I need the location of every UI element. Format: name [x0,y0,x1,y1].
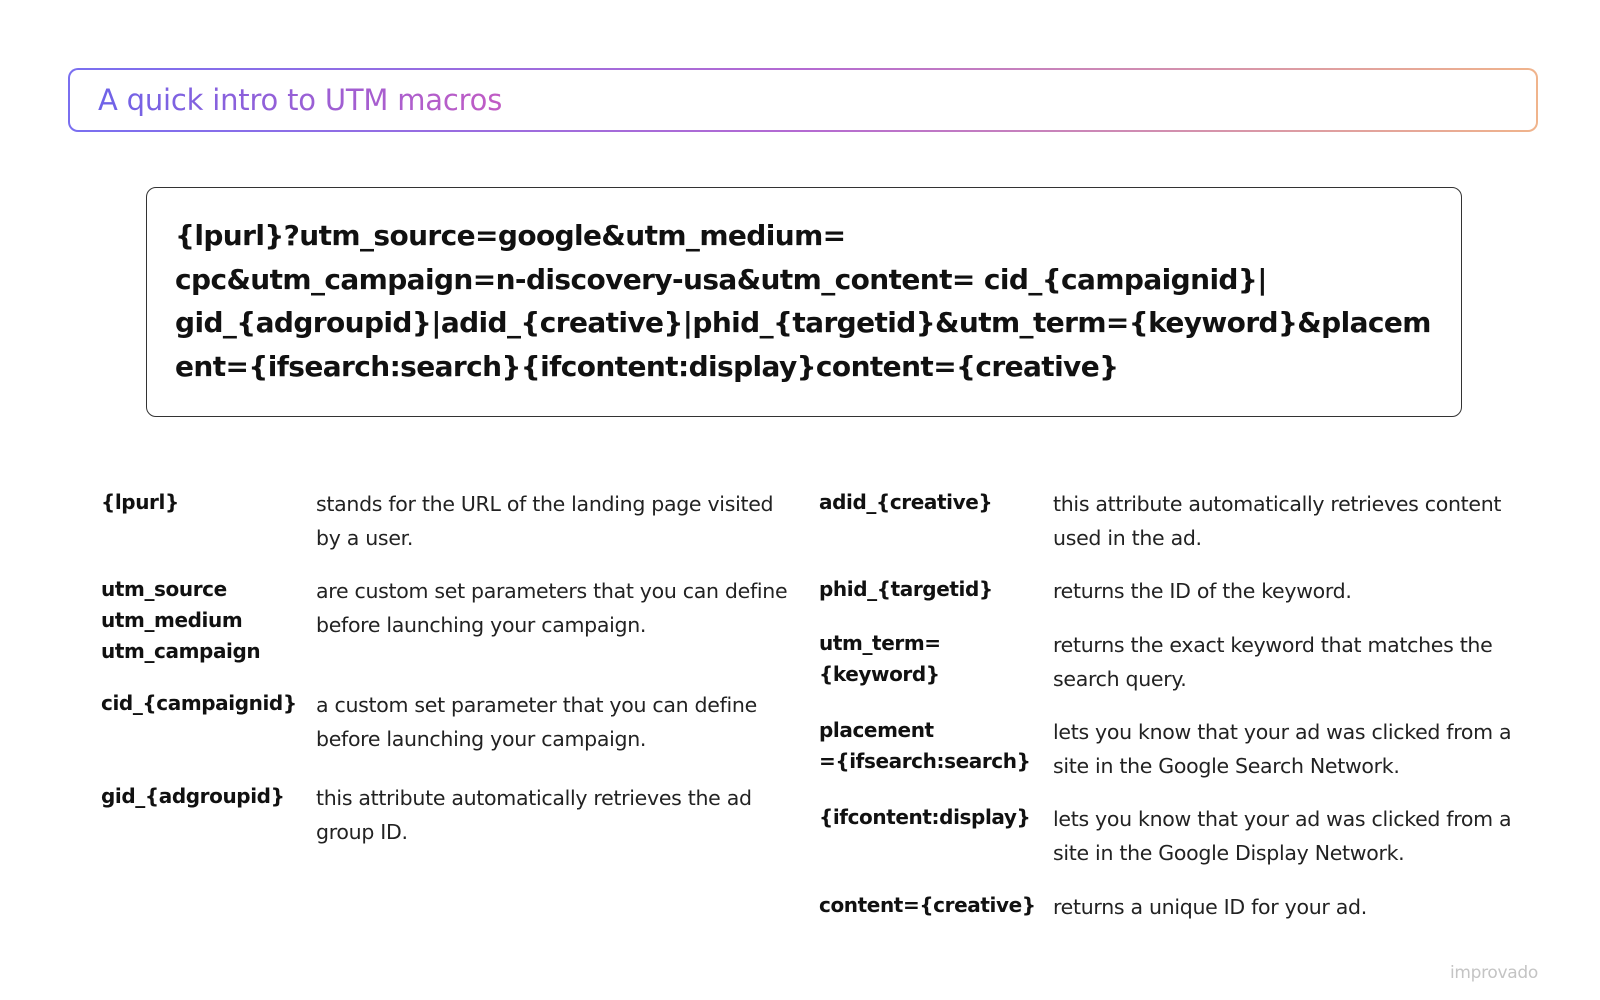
definition-row [819,574,1539,628]
term-line: adid_{creative} [819,490,993,514]
definition-description: this attribute automatically retrieves content used in the ad. [1053,492,1502,550]
improvado-logo: improvado [1449,963,1538,983]
term-line: placement [819,718,934,742]
term-line: ={ifsearch:search} [819,749,1031,773]
page-title: A quick intro to UTM macros [98,83,503,117]
definition-term [101,781,316,812]
definition-description: returns the exact keyword that matches the search query. [1053,633,1493,691]
definition-term [819,487,1053,518]
definition-row [101,688,791,781]
code-line: cpc&utm_campaign=n-discovery-usa&utm_content= cid_{campaignid}| [175,262,1267,296]
definition-description: this attribute automatically retrieves the ad group ID. [316,786,752,844]
definition-row [101,781,791,849]
definition-description: lets you know that your ad was clicked from a site in the Google Display Network. [1053,807,1512,865]
definition-term [819,628,1053,690]
definition-row [819,628,1539,715]
term-line: phid_{targetid} [819,577,993,601]
term-line: {lpurl} [101,490,179,514]
definitions-right-column [819,487,1539,924]
definition-description: returns the ID of the keyword. [1053,579,1352,603]
title-inner [70,70,1536,130]
code-line: {lpurl}?utm_source=google&utm_medium= [175,219,846,252]
definition-term [101,688,316,719]
definition-term [101,487,316,518]
definition-term [819,574,1053,605]
term-line: utm_campaign [101,639,261,663]
definition-row [819,890,1539,924]
definition-description: returns a unique ID for your ad. [1053,895,1367,919]
definitions-left-column [101,487,791,849]
definition-description: stands for the URL of the landing page visited by a user. [316,492,774,550]
definition-row [819,487,1539,574]
definition-row [101,574,791,688]
definition-term [819,802,1053,833]
term-line: cid_{campaignid} [101,691,297,715]
code-line: ent={ifsearch:search}{ifcontent:display}content={creative} [175,349,1119,383]
definition-row [819,802,1539,890]
definition-row [819,715,1539,802]
term-line: gid_{adgroupid} [101,784,285,808]
term-line: {ifcontent:display} [819,805,1031,829]
term-line: content={creative} [819,893,1036,917]
definition-term [819,715,1053,777]
definition-description: a custom set parameter that you can define before launching your campaign. [316,693,757,751]
title-box [68,68,1538,132]
term-line: utm_medium [101,608,243,632]
definition-description: are custom set parameters that you can define before launching your campaign. [316,579,788,637]
definition-term [819,890,1053,921]
definition-row [101,487,791,574]
term-line: utm_term={keyword} [819,631,941,686]
definition-term [101,574,316,667]
term-line: utm_source [101,577,227,601]
utm-template-box [146,187,1462,417]
definition-description: lets you know that your ad was clicked from a site in the Google Search Network. [1053,720,1512,778]
code-line: gid_{adgroupid}|adid_{creative}|phid_{targetid}&utm_term={keyword}&placem [175,306,1431,339]
